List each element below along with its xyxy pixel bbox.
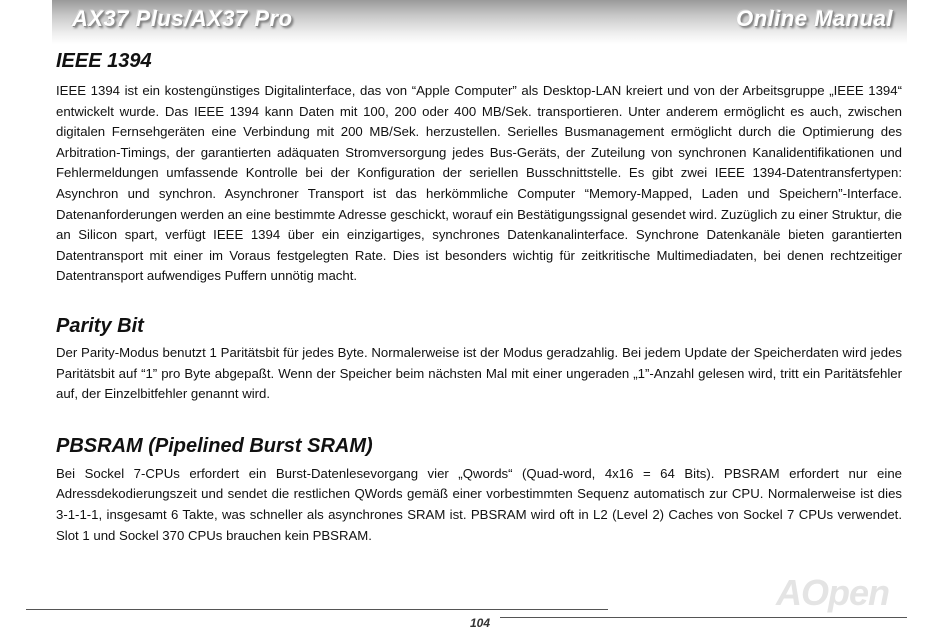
section-title-parity-bit: Parity Bit: [56, 314, 144, 337]
footer-divider-right: [500, 617, 907, 618]
section-body-ieee-1394: IEEE 1394 ist ein kostengünstiges Digitalinterface, das von “Apple Computer” als Desktop-LAN kreiert und von der Arbeitsgruppe „IEEE 1394“ entwickelt wurde. Das IEEE 1394 kann Daten mit 100, 200 oder 400 MB/Sek. transportieren. Unter anderem ermöglicht es auch, zwischen digitalen Fernsehgeräten eine Verbindung mit 200 MB/Sek. herzustellen. Serielles Busmanagement ermöglicht durch die Optimierung des Arbitration-Timings, der garantierten adäquaten Stromversorgung jedes Bus-Geräts, der Zuteilung von synchronen Kanalidentifikationen und Fehlermeldungen umfassende Kontrolle bei der Konfiguration der seriellen Busschnittstelle. Es gibt zwei IEEE 1394-Datentransfertypen: Asynchron und synchron. Asynchroner Transport ist das herkömmliche Computer “Memory-Mapped, Laden und Speichern”-Interface. Datenanforderungen werden an eine bestimmte Adresse geschickt, worauf ein Bestätigungssignal gesendet wird. Zuzüglich zu einer Struktur, die an Silicon spart, verfügt IEEE 1394 über ein einzigartiges, synchrones Datenkanalinterface. Synchrone Datenkanäle bieten garantierten Datentransport mit einer im Voraus festgelegten Rate. Dies ist besonders wichtig für zeitkritische Multimediadaten, bei denen rechtzeitiger Datentransport aufwendiges Puffern unnötig macht.: [56, 83, 902, 284]
page-number: 104: [466, 616, 494, 630]
aopen-logo-watermark: AOpen: [776, 572, 890, 613]
page-content: [56, 48, 902, 546]
section-body-parity-bit: Der Parity-Modus benutzt 1 Paritätsbit für jedes Byte. Normalerweise ist der Modus geradzahlig. Bei jedem Update der Speicherdaten wird jedes Paritätsbit auf “1” pro Byte abgepaßt. Wenn der Speicher beim nächsten Mal mit einer ungeraden „1”-Anzahl gelesen wird, tritt ein Paritätsfehler auf, der Einzelbitfehler genannt wird.: [56, 344, 902, 402]
section-title-pbsram: PBSRAM (Pipelined Burst SRAM): [56, 434, 373, 457]
manual-title: Online Manual: [736, 6, 893, 31]
section-title-ieee-1394: IEEE 1394: [56, 50, 152, 72]
footer-divider-left: [26, 609, 608, 610]
section-body-pbsram: Bei Sockel 7-CPUs erfordert ein Burst-Datenlesevorgang vier „Qwords“ (Quad-word, 4x16 = 64 Bits). PBSRAM erfordert nur eine Adressdekodierungszeit und sendet die restlichen QWords gemäß einer vorbestimmten Sequenz automatisch zur CPU. Normalerweise ist dies 3-1-1-1, insgesamt 6 Takte, was schneller als asynchrones SRAM ist. PBSRAM wird oft in L2 (Level 2) Caches von Sockel 7 CPUs verwendet. Slot 1 und Sockel 370 CPUs brauchen kein PBSRAM.: [56, 465, 902, 543]
page-header: [52, 0, 907, 44]
product-title: AX37 Plus/AX37 Pro: [72, 6, 293, 31]
